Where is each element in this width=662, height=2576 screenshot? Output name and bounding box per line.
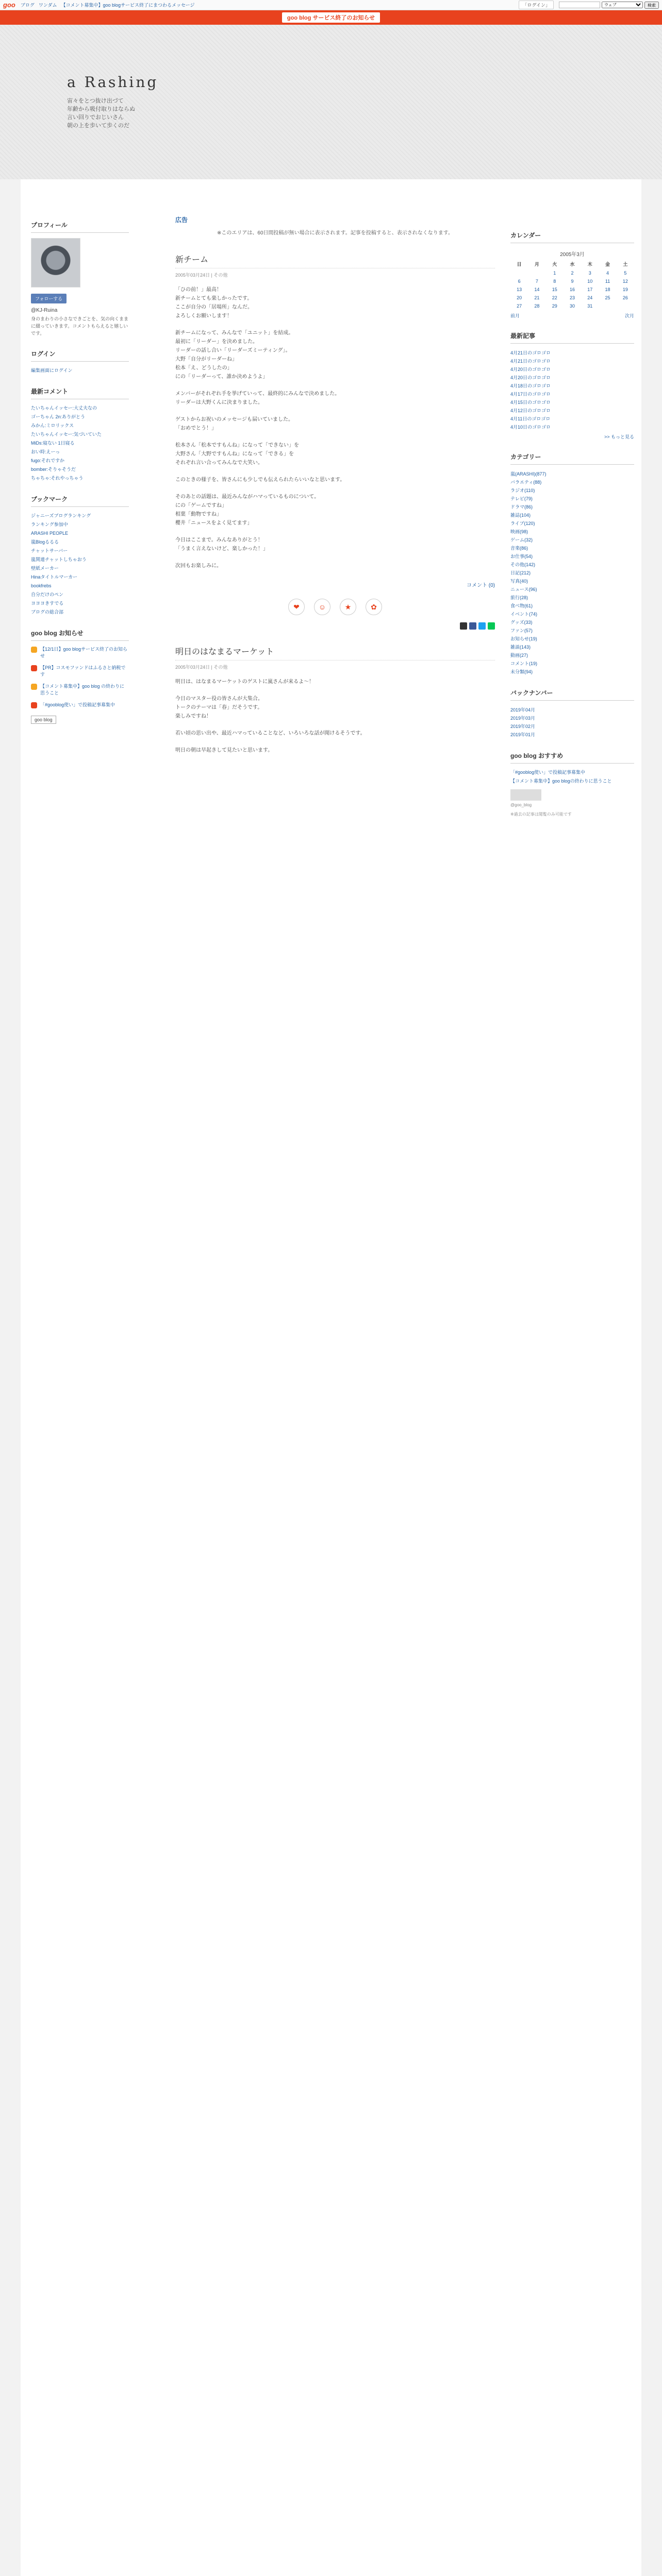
avatar — [31, 238, 80, 287]
category-link[interactable]: グッズ(33) — [510, 620, 533, 625]
calendar-prev-link[interactable]: 前月 — [510, 313, 520, 318]
share-icon[interactable] — [469, 622, 476, 630]
desc-line: 宙々をとつ抜け出づて — [67, 98, 124, 104]
entry-paragraph: 今日のマスター役の皆さんが大集合。 トークのテーマは「春」だそうです。 楽しみですね！ — [175, 696, 263, 719]
profile-name[interactable]: @KJ-Ruina — [31, 308, 58, 313]
bookmark-link[interactable]: ジャニーズブログランキング — [31, 513, 91, 518]
backnumber-link[interactable]: 2019年02月 — [510, 724, 536, 729]
entry-paragraph: 松本さん「松本ですもんね」になって「できない」を 大野さん「大野ですもんね」になって「できる」を それぞれ言い合ってみんなで大笑い。 — [175, 443, 299, 466]
login-link[interactable]: 編集画面にログイン — [31, 368, 73, 373]
bookmark-link[interactable]: ブログの総合部 — [31, 609, 64, 615]
category-link[interactable]: お知らせ(19) — [510, 636, 537, 641]
calendar-day[interactable]: 29 — [552, 303, 557, 309]
calendar-day[interactable]: 9 — [571, 279, 574, 284]
recent-entry-link[interactable]: 4月17日のゴロゴロ — [510, 392, 551, 397]
entry-paragraph: このときの様子を、皆さんにも少しでも伝えられたらいいなと思います。 — [175, 477, 345, 483]
entry-title[interactable]: 新チーム — [175, 253, 495, 268]
category-link[interactable]: 日記(212) — [510, 570, 531, 575]
calendar-day[interactable]: 16 — [569, 287, 575, 292]
category-link[interactable]: 嵐(ARASHI)(877) — [510, 471, 547, 477]
recommend-list — [510, 769, 634, 785]
calendar-day[interactable]: 25 — [605, 295, 610, 300]
backnumber-list — [510, 706, 634, 739]
recent-entry-link[interactable]: 4月20日のゴロゴロ — [510, 367, 551, 372]
entry-paragraph: 若い頃の思い出や、最近ハマっていることなど、いろいろな話が聞けるそうです。 — [175, 731, 366, 736]
calendar-day[interactable]: 20 — [517, 295, 522, 300]
entry — [175, 645, 495, 755]
category-link[interactable]: 動画(27) — [510, 653, 528, 658]
category-link[interactable]: 旅行(28) — [510, 595, 528, 600]
entry-paragraph: 次回もお楽しみに。 — [175, 563, 222, 569]
reaction-icon[interactable]: ★ — [340, 599, 356, 615]
ad-notice: ※このエリアは、60日間投稿が無い場合に表示されます。記事を投稿すると、表示されなくなります。 — [217, 230, 453, 236]
calendar-weekday: 木 — [587, 262, 592, 267]
calendar-day[interactable]: 13 — [517, 287, 522, 292]
category-link[interactable]: 雑談(143) — [510, 645, 531, 650]
news-item — [31, 683, 129, 697]
recent-comment-link[interactable]: fugo:それですか — [31, 458, 65, 463]
top-link-wondam[interactable]: ワンダム — [38, 3, 57, 8]
news-link[interactable]: 【PR】コスモファンドはふるさと納税です — [40, 665, 126, 677]
desc-line: 朝の上を歩いて歩くのだ — [67, 123, 129, 129]
calendar-week — [510, 277, 634, 285]
top-bar — [0, 0, 662, 10]
top-link-comment[interactable]: 【コメント募集中】goo blogサービス終了にまつわるメッセージ — [61, 3, 195, 8]
recommend-link[interactable]: 【コメント募集中】goo blogの終わりに思うこと — [510, 778, 612, 784]
calendar — [510, 248, 634, 310]
calendar-day[interactable]: 23 — [569, 295, 575, 300]
bookmark-link[interactable]: Hinaタイトルマーカー — [31, 574, 78, 580]
recent-comment-link[interactable]: bomber:そりゃそうだ — [31, 467, 76, 472]
recent-entry-link[interactable]: 4月18日のゴロゴロ — [510, 383, 551, 388]
share-icon[interactable] — [488, 622, 495, 630]
calendar-day[interactable]: 2 — [571, 270, 574, 276]
entry-paragraph: 明日は、はなまるマーケットのゲストに嵐さんが来るよ〜！ — [175, 679, 315, 685]
calendar-day[interactable]: 15 — [552, 287, 557, 292]
category-link[interactable]: ゲーム(32) — [510, 537, 533, 543]
calendar-day[interactable]: 24 — [587, 295, 593, 300]
reaction-bar — [175, 599, 495, 615]
recent-comment-link[interactable]: みかん:ミロリックス — [31, 423, 74, 428]
content-wrapper — [21, 179, 641, 2576]
category-list — [510, 470, 634, 676]
entry-paragraph: そのあとの話題は、最近みんながハマっているものについて。 にの「ゲームですね」 相葉「動物ですね」 櫻井「ニュースをよく見てます」 — [175, 494, 320, 526]
bookmark-link[interactable]: 壁紙メーカー — [31, 566, 59, 571]
bookmark-link[interactable]: bookfrebs — [31, 583, 52, 588]
profile-heading: プロフィール — [31, 221, 129, 233]
search-input[interactable] — [559, 2, 600, 8]
news-item — [31, 646, 129, 659]
calendar-day[interactable]: 10 — [587, 279, 593, 284]
category-link[interactable]: ラジオ(110) — [510, 488, 535, 493]
calendar-day[interactable]: 22 — [552, 295, 557, 300]
calendar-day[interactable]: 8 — [553, 279, 556, 284]
calendar-day[interactable]: 11 — [605, 279, 610, 284]
news-link[interactable]: 【コメント募集中】goo blog の終わりに思うこと — [40, 684, 125, 696]
calendar-day[interactable]: 18 — [605, 287, 610, 292]
category-link[interactable]: ライブ(120) — [510, 521, 535, 526]
ad-heading: 広告 — [175, 216, 188, 224]
calendar-day — [510, 269, 528, 277]
reaction-icon[interactable]: ☺ — [314, 599, 330, 615]
category-link[interactable]: お仕事(54) — [510, 554, 533, 559]
reaction-icon[interactable]: ✿ — [366, 599, 382, 615]
entry-paragraph: 明日の朝は早起きして見たいと思います。 — [175, 748, 273, 753]
calendar-weekday: 火 — [552, 262, 557, 267]
share-icon[interactable] — [478, 622, 486, 630]
top-link-blog[interactable]: ブログ — [20, 3, 35, 8]
calendar-day[interactable]: 3 — [588, 270, 591, 276]
goo-logo[interactable]: goo — [3, 1, 15, 9]
news-link[interactable]: 【12/1日】goo blogサービス終了のお知らせ — [40, 647, 128, 658]
category-link[interactable]: コメント(19) — [510, 661, 538, 666]
recommend-image — [510, 789, 541, 801]
recent-entries-list — [510, 349, 634, 431]
entry-date[interactable]: 2005年03月24日 | その他 — [175, 273, 228, 278]
news-icon — [31, 647, 37, 653]
calendar-day[interactable]: 1 — [553, 270, 556, 276]
calendar-day[interactable]: 27 — [517, 303, 522, 309]
calendar-week — [510, 294, 634, 302]
recent-entries-heading: 最新記事 — [510, 331, 634, 344]
news-icon — [31, 702, 37, 708]
entry-paragraph: 「ひの前！」最高！ 新チームとても楽しかったです。 ここが自分の「居場所」なんだ。 よろしくお願いします！ — [175, 287, 253, 319]
category-link[interactable]: その他(142) — [510, 562, 536, 567]
bookmark-link[interactable]: 嵐関連チャットしちゃおう — [31, 557, 87, 562]
desc-line: 年齢から吸付取りはならぬ — [67, 106, 135, 112]
bookmark-link[interactable]: ヨヨヨきすでる — [31, 601, 64, 606]
calendar-week — [510, 302, 634, 310]
recommend-heading: goo blog おすすめ — [510, 751, 634, 764]
category-link[interactable]: 映画(98) — [510, 529, 528, 534]
follow-button[interactable]: フォローする — [31, 294, 67, 303]
category-link[interactable]: ファン(57) — [510, 628, 533, 633]
category-link[interactable]: テレビ(79) — [510, 496, 533, 501]
service-end-banner — [0, 10, 662, 25]
category-link[interactable]: 雑誌(104) — [510, 513, 531, 518]
category-link[interactable]: 写真(40) — [510, 579, 528, 584]
main-content — [175, 215, 495, 763]
news-item — [31, 702, 129, 708]
category-link[interactable]: 未分類(94) — [510, 669, 533, 674]
category-link[interactable]: バラエティ(88) — [510, 480, 542, 485]
recent-comment-link[interactable]: MiDs:寝ない 1日寝る — [31, 440, 75, 446]
recent-comment-link[interactable]: たいちゃんイッセー:気づいていた — [31, 432, 102, 437]
entry — [175, 253, 495, 630]
bookmark-heading: ブックマーク — [31, 495, 129, 507]
search-scope-select[interactable] — [602, 2, 643, 8]
entry-paragraph: メンバーがそれぞれ手を挙げていって、最終的にみんなで決めました。 リーダーは大野くんに決まりました。 — [175, 391, 340, 405]
calendar-weekday: 月 — [534, 262, 539, 267]
recommend-note: ※過去の記事は閲覧のみ可能です — [510, 812, 572, 817]
news-link[interactable]: 「#gooblog使い」で投稿記事募集中 — [40, 702, 115, 707]
login-heading: ログイン — [31, 349, 129, 362]
recent-entry-link[interactable]: 4月15日のゴロゴロ — [510, 400, 551, 405]
bookmark-link[interactable]: 嵐Blogるるる — [31, 539, 59, 545]
calendar-day — [599, 302, 616, 310]
calendar-weekday: 日 — [517, 262, 522, 267]
news-heading: goo blog お知らせ — [31, 629, 129, 641]
entry-body — [175, 677, 495, 755]
top-links — [21, 2, 195, 8]
share-bar — [175, 622, 495, 630]
calendar-day[interactable]: 19 — [622, 287, 628, 292]
recent-comment-link[interactable]: ちゃちゃ:それやっちゃう — [31, 476, 84, 481]
recommend-badge[interactable]: @goo_blog — [510, 803, 532, 807]
calendar-body — [510, 269, 634, 310]
calendar-day — [617, 302, 634, 310]
backnumber-link[interactable]: 2019年04月 — [510, 707, 536, 713]
recent-entry-link[interactable]: 4月20日のゴロゴロ — [510, 375, 551, 380]
calendar-day[interactable]: 12 — [622, 279, 628, 284]
left-sidebar — [31, 221, 129, 724]
calendar-weekday: 水 — [570, 262, 575, 267]
login-notice[interactable]: 「ログイン」 — [519, 1, 554, 9]
bookmark-list — [31, 512, 129, 616]
category-link[interactable]: 音楽(86) — [510, 546, 528, 551]
recent-entry-link[interactable]: 4月10日のゴロゴロ — [510, 425, 551, 430]
goo-blog-badge[interactable]: goo blog — [31, 716, 56, 724]
calendar-next-link[interactable]: 次月 — [624, 313, 634, 318]
category-link[interactable]: イベント(74) — [510, 612, 538, 617]
bookmark-link[interactable]: 自分だけのペン — [31, 592, 64, 597]
profile-text: 身のまわりの小さなできごとを、気の向くままに綴っていきます。コメントもらえると嬉しいです。 — [31, 316, 129, 336]
recent-entry-link[interactable]: 4月21日のゴロゴロ — [510, 359, 551, 364]
entries — [175, 253, 495, 755]
service-end-link[interactable]: goo blog サービス終了のお知らせ — [282, 12, 380, 23]
desc-line: 言い回りでおじいさん — [67, 114, 124, 121]
calendar-day[interactable]: 6 — [518, 279, 521, 284]
recent-comment-link[interactable]: たいちゃんイッセー:大丈夫なの — [31, 405, 97, 411]
category-link[interactable]: ドラマ(86) — [510, 504, 533, 510]
calendar-weekdays — [510, 259, 634, 269]
recent-comment-link[interactable]: ゴーちゃん 2n:ありがとう — [31, 414, 86, 419]
recommend-link[interactable]: 「#gooblog使い」で投稿記事募集中 — [510, 770, 586, 775]
news-icon — [31, 684, 37, 690]
calendar-week — [510, 269, 634, 277]
calendar-week — [510, 285, 634, 294]
news-list — [31, 646, 129, 708]
calendar-day — [528, 269, 545, 277]
recent-entry-link[interactable]: 4月21日のゴロゴロ — [510, 350, 551, 355]
search-area — [559, 2, 659, 9]
reaction-icon[interactable]: ❤ — [288, 599, 305, 615]
backnumber-heading: バックナンバー — [510, 688, 634, 701]
news-icon — [31, 665, 37, 671]
recent-entry-link[interactable]: 4月12日のゴロゴロ — [510, 408, 551, 413]
bookmark-link[interactable]: チャットサーバー — [31, 548, 68, 553]
category-heading: カテゴリー — [510, 452, 634, 465]
entry-paragraph: 新チームになって、みんなで「ユニット」を結成。 最初に「リーダー」を決めました。 リーダーの話し合い「リーダーズミーティング」。 大野「自分がリーダーね」 松本「え、どうしたの」 にの「リーダーって、誰か決めようよ」 — [175, 330, 294, 380]
comment-link[interactable]: コメント (0) — [467, 583, 495, 588]
blog-header — [0, 25, 662, 179]
bookmark-link[interactable]: ARASHI PEOPLE — [31, 531, 69, 536]
bookmark-link[interactable]: ランキング参加中 — [31, 522, 68, 527]
calendar-day[interactable]: 26 — [622, 295, 628, 300]
recent-comments-heading: 最新コメント — [31, 387, 129, 399]
calendar-weekday: 土 — [623, 262, 628, 267]
entry-body — [175, 285, 495, 570]
right-sidebar — [510, 231, 634, 817]
entry-title[interactable]: 明日のはなまるマーケット — [175, 645, 495, 660]
calendar-heading: カレンダー — [510, 231, 634, 243]
calendar-day[interactable]: 14 — [534, 287, 540, 292]
calendar-caption: 2005年3月 — [560, 252, 585, 258]
calendar-day[interactable]: 4 — [606, 270, 609, 276]
calendar-weekday: 金 — [605, 262, 610, 267]
recent-comment-link[interactable]: おい時:えーっ — [31, 449, 60, 454]
calendar-day[interactable]: 21 — [534, 295, 540, 300]
category-link[interactable]: ニュース(96) — [510, 587, 537, 592]
calendar-day[interactable]: 31 — [587, 303, 593, 309]
calendar-day[interactable]: 30 — [569, 303, 575, 309]
entry-paragraph: 今日はここまで。みんなありがとう！ 「うまく言えないけど、楽しかった！」 — [175, 537, 268, 552]
calendar-day[interactable]: 28 — [534, 303, 540, 309]
backnumber-link[interactable]: 2019年01月 — [510, 732, 536, 737]
backnumber-link[interactable]: 2019年03月 — [510, 716, 536, 721]
calendar-nav — [510, 312, 634, 319]
category-link[interactable]: 食べ物(61) — [510, 603, 533, 608]
entry-paragraph: ゲストからお祝いのメッセージも届いていました。 「おめでとう！」 — [175, 417, 293, 431]
blog-title[interactable]: a Rashing — [67, 74, 159, 91]
news-item — [31, 665, 129, 678]
blog-description — [67, 97, 662, 130]
share-icon[interactable] — [460, 622, 467, 630]
calendar-day[interactable]: 17 — [587, 287, 593, 292]
calendar-day[interactable]: 5 — [624, 270, 627, 276]
recent-more-link[interactable]: >> もっと見る — [604, 434, 634, 439]
calendar-day[interactable]: 7 — [535, 279, 538, 284]
recent-entry-link[interactable]: 4月11日のゴロゴロ — [510, 416, 551, 421]
search-button[interactable]: 検索 — [644, 2, 659, 9]
entry-date[interactable]: 2005年03月24日 | その他 — [175, 665, 228, 670]
recent-comments-list — [31, 404, 129, 482]
